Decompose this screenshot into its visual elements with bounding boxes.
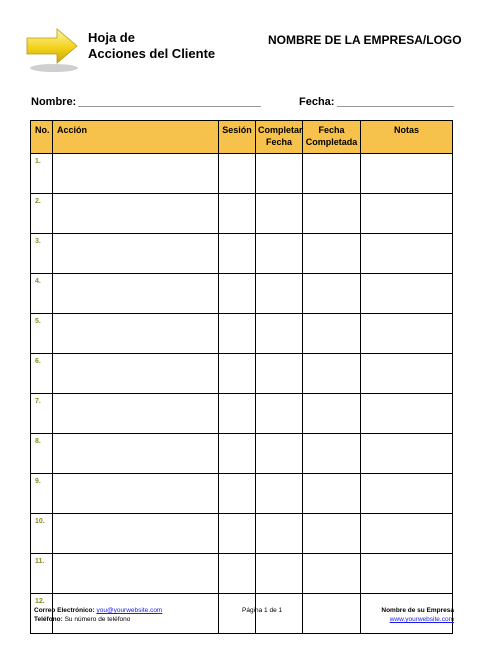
col-header-completar-fecha: Completar Fecha — [256, 121, 303, 154]
fecha-completada-cell[interactable] — [303, 354, 361, 394]
document-title — [88, 30, 215, 62]
col-header-accion: Acción — [53, 121, 219, 154]
phone-label: Teléfono — [34, 616, 61, 623]
sesion-cell[interactable] — [219, 514, 256, 554]
accion-cell[interactable] — [53, 434, 219, 474]
footer-company-name: Nombre de su Empresa — [381, 607, 454, 614]
row-number: 2. — [31, 194, 53, 234]
name-field[interactable] — [78, 106, 261, 107]
completar-fecha-cell[interactable] — [256, 314, 303, 354]
fecha-completada-cell[interactable] — [303, 394, 361, 434]
completar-fecha-cell[interactable] — [256, 154, 303, 194]
notas-cell[interactable] — [361, 474, 453, 514]
accion-cell[interactable] — [53, 354, 219, 394]
notas-cell[interactable] — [361, 234, 453, 274]
date-label: Fecha: — [299, 96, 335, 108]
page-number: Página 1 de 1 — [242, 607, 283, 614]
fecha-completada-cell[interactable] — [303, 154, 361, 194]
col-header-notas: Notas — [361, 121, 453, 154]
completar-fecha-cell[interactable] — [256, 434, 303, 474]
name-label: Nombre: — [31, 96, 77, 108]
col-header-no: No. — [31, 121, 53, 154]
row-number: 4. — [31, 274, 53, 314]
fecha-completada-cell[interactable] — [303, 314, 361, 354]
table-row — [31, 554, 453, 594]
sesion-cell[interactable] — [219, 354, 256, 394]
notas-cell[interactable] — [361, 314, 453, 354]
table-row — [31, 434, 453, 474]
fecha-completada-cell[interactable] — [303, 474, 361, 514]
footer-company — [381, 606, 454, 624]
sesion-cell[interactable] — [219, 554, 256, 594]
fecha-completada-cell[interactable] — [303, 434, 361, 474]
table-row — [31, 234, 453, 274]
action-table — [30, 120, 453, 634]
row-number: 7. — [31, 394, 53, 434]
row-number: 3. — [31, 234, 53, 274]
fecha-completada-cell[interactable] — [303, 194, 361, 234]
date-field[interactable] — [337, 106, 454, 107]
fecha-completada-cell[interactable] — [303, 274, 361, 314]
fecha-completada-cell[interactable] — [303, 554, 361, 594]
company-name-logo: NOMBRE DE LA EMPRESA/LOGO — [268, 33, 462, 47]
completar-fecha-cell[interactable] — [256, 274, 303, 314]
notas-cell[interactable] — [361, 554, 453, 594]
row-number: 10. — [31, 514, 53, 554]
email-label: Correo Electrónico — [34, 607, 93, 614]
row-number: 12. — [31, 594, 53, 634]
sesion-cell[interactable] — [219, 474, 256, 514]
sesion-cell[interactable] — [219, 274, 256, 314]
notas-cell[interactable] — [361, 354, 453, 394]
footer-contact: Correo Electrónico: you@yourwebsite.com Teléfono: Su número de teléfono — [34, 607, 163, 623]
accion-cell[interactable] — [53, 234, 219, 274]
accion-cell[interactable] — [53, 314, 219, 354]
table-header-row — [31, 121, 453, 154]
notas-cell[interactable] — [361, 154, 453, 194]
table-row — [31, 274, 453, 314]
notas-cell[interactable] — [361, 514, 453, 554]
notas-cell[interactable] — [361, 194, 453, 234]
row-number: 9. — [31, 474, 53, 514]
title-line-1: Hoja de — [88, 30, 135, 45]
completar-fecha-cell[interactable] — [256, 474, 303, 514]
accion-cell[interactable] — [53, 194, 219, 234]
row-number: 8. — [31, 434, 53, 474]
completar-fecha-cell[interactable] — [256, 194, 303, 234]
sesion-cell[interactable] — [219, 314, 256, 354]
table-row — [31, 194, 453, 234]
completar-fecha-cell[interactable] — [256, 394, 303, 434]
row-number: 11. — [31, 554, 53, 594]
row-number: 6. — [31, 354, 53, 394]
col-header-sesion: Sesión — [219, 121, 256, 154]
table-row — [31, 394, 453, 434]
notas-cell[interactable] — [361, 274, 453, 314]
fecha-completada-cell[interactable] — [303, 514, 361, 554]
accion-cell[interactable] — [53, 274, 219, 314]
notas-cell[interactable] — [361, 394, 453, 434]
completar-fecha-cell[interactable] — [256, 354, 303, 394]
fecha-completada-cell[interactable] — [303, 234, 361, 274]
phone-value: Su número de teléfono — [64, 616, 131, 623]
accion-cell[interactable] — [53, 394, 219, 434]
table-row — [31, 314, 453, 354]
col-header-fecha-completada: Fecha Completada — [303, 121, 361, 154]
completar-fecha-cell[interactable] — [256, 234, 303, 274]
sesion-cell[interactable] — [219, 234, 256, 274]
title-line-2: Acciones del Cliente — [88, 46, 216, 61]
table-row — [31, 514, 453, 554]
notas-cell[interactable] — [361, 434, 453, 474]
completar-fecha-cell[interactable] — [256, 514, 303, 554]
sesion-cell[interactable] — [219, 434, 256, 474]
website-link[interactable]: www.yourwebsite.com — [389, 616, 454, 623]
email-link[interactable]: you@yourwebsite.com — [96, 607, 163, 614]
fecha-completada-cell[interactable] — [303, 594, 361, 634]
sesion-cell[interactable] — [219, 194, 256, 234]
table-row — [31, 354, 453, 394]
accion-cell[interactable] — [53, 154, 219, 194]
header — [0, 0, 500, 80]
table-row — [31, 154, 453, 194]
accion-cell[interactable] — [53, 554, 219, 594]
sesion-cell[interactable] — [219, 394, 256, 434]
completar-fecha-cell[interactable] — [256, 554, 303, 594]
accion-cell[interactable] — [53, 514, 219, 554]
row-number: 5. — [31, 314, 53, 354]
form-fields — [31, 96, 455, 112]
row-number: 1. — [31, 154, 53, 194]
accion-cell[interactable] — [53, 474, 219, 514]
arrow-icon — [24, 27, 82, 73]
sesion-cell[interactable] — [219, 154, 256, 194]
table-row — [31, 474, 453, 514]
